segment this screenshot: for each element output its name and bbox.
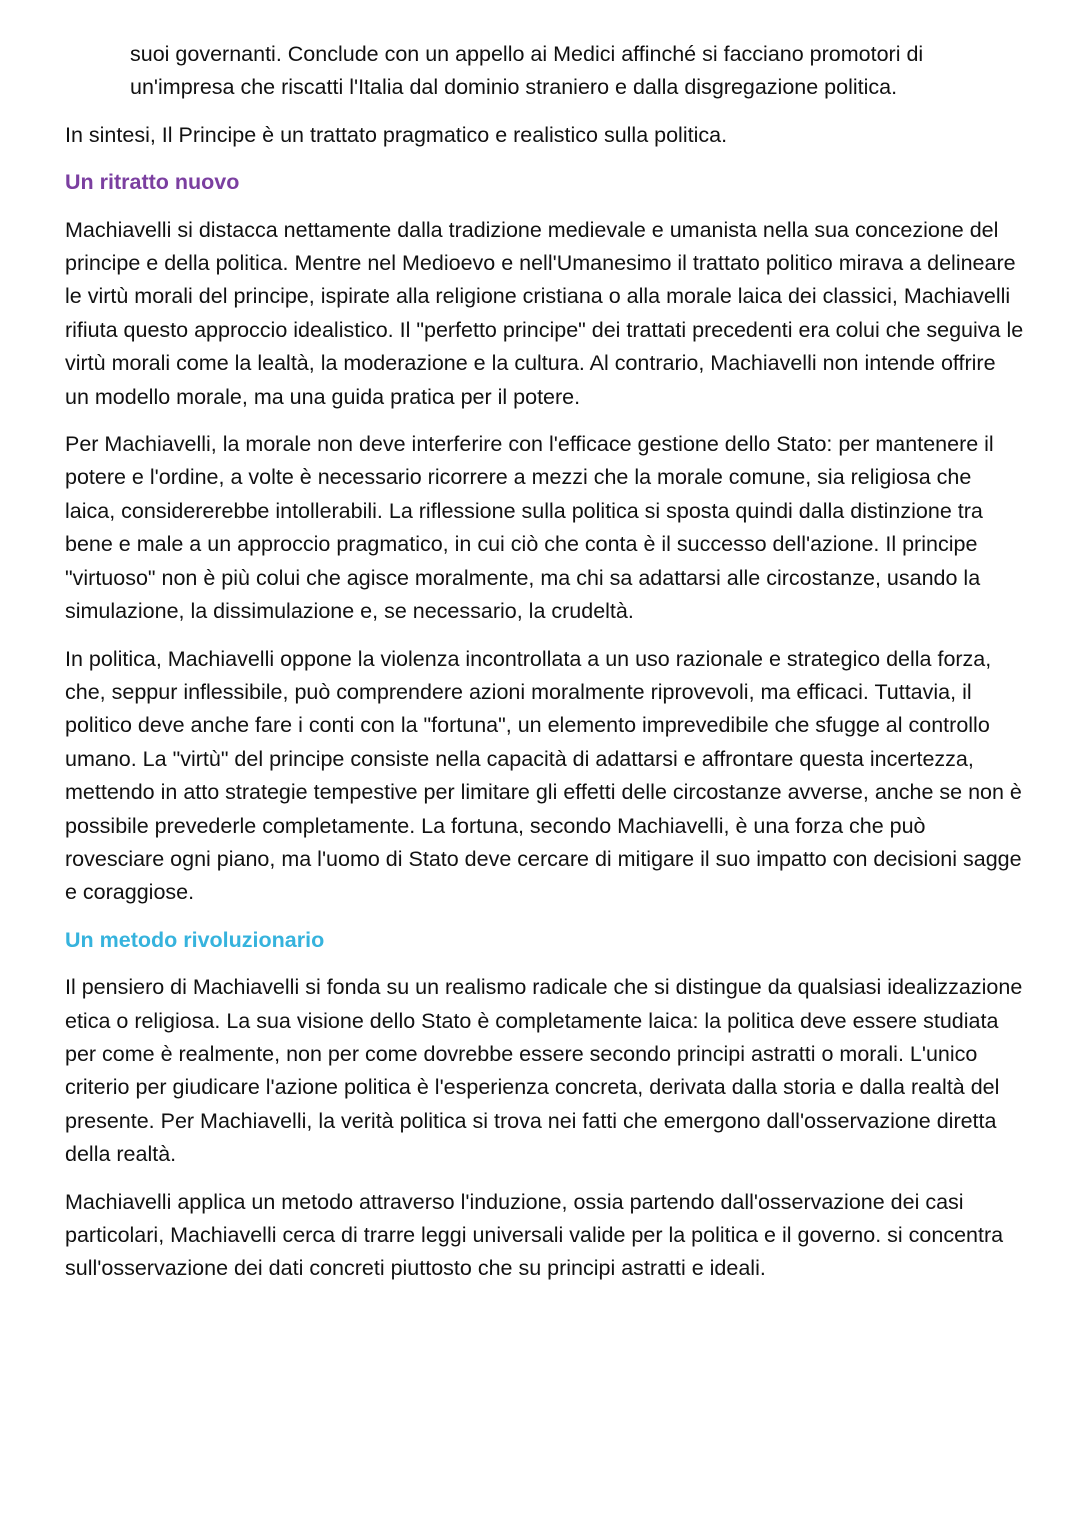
section-heading-metodo: Un metodo rivoluzionario [65, 927, 325, 952]
summary-paragraph: In sintesi, Il Principe è un trattato pragmatico e realistico sulla politica. [65, 122, 728, 147]
paragraph-ritratto-3: In politica, Machiavelli oppone la violenza incontrollata a un uso razionale e strategico della forza, che, seppur inflessibile, può comprendere azioni moralmente riprovevoli, ma efficaci. Tuttavia, il politico deve anche fare i conti con la "fortuna", un elemento imprevedibile che sfugge al controllo umano. La "virtù" del principe consiste nella capacità di adattarsi e affrontare questa incertezza, mettendo in atto strategie tempestive per limitare gli effetti delle circostanze avverse, anche se non è possibile prevederle completamente. La fortuna, secondo Machiavelli, è una forza che può rovesciare ogni piano, ma l'uomo di Stato deve cercare di mitigare il suo impatto con decisioni sagge e coraggiose. [65, 646, 1022, 905]
paragraph-ritratto-2: Per Machiavelli, la morale non deve interferire con l'efficace gestione dello Stato: per mantenere il potere e l'ordine, a volte è necessario ricorrere a mezzi che la morale comune, sia religiosa che laica, considererebbe intollerabili. La riflessione sulla politica si sposta quindi dalla distinzione tra bene e male a un approccio pragmatico, in cui ciò che conta è il successo dell'azione. Il principe "virtuoso" non è più colui che agisce moralmente, ma chi sa adattarsi alle circostanze, usando la simulazione, la dissimulazione e, se necessario, la crudeltà. [65, 432, 994, 624]
paragraph-metodo-2: Machiavelli applica un metodo attraverso l'induzione, ossia partendo dall'osservazione dei casi particolari, Machiavelli cerca di trarre leggi universali valide per la politica e il governo. si concentra sull'osservazione dei dati concreti piuttosto che su principi astratti e ideali. [65, 1189, 1004, 1281]
paragraph-metodo-1: Il pensiero di Machiavelli si fonda su un realismo radicale che si distingue da qualsiasi idealizzazione etica o religiosa. La sua visione dello Stato è completamente laica: la politica deve essere studiata per come è realmente, non per come dovrebbe essere secondo principi astratti o morali. L'unico criterio per giudicare l'azione politica è l'esperienza concreta, derivata dalla storia e dalla realtà del presente. Per Machiavelli, la verità politica si trova nei fatti che emergono dall'osservazione diretta della realtà. [65, 975, 1023, 1167]
paragraph-ritratto-1: Machiavelli si distacca nettamente dalla tradizione medievale e umanista nella sua concezione del principe e della politica. Mentre nel Medioevo e nell'Umanesimo il trattato politico mirava a delineare le virtù morali del principe, ispirate alla religione cristiana o alla morale laica dei classici, Machiavelli rifiuta questo approccio idealistico. Il "perfetto principe" dei trattati precedenti era colui che seguiva le virtù morali come la lealtà, la moderazione e la cultura. Al contrario, Machiavelli non intende offrire un modello morale, ma una guida pratica per il potere. [65, 217, 1024, 409]
intro-continuation: suoi governanti. Conclude con un appello ai Medici affinché si facciano promotori di un'impresa che riscatti l'Italia dal dominio straniero e dalla disgregazione politica. [130, 42, 924, 100]
document-page [65, 38, 1025, 1286]
section-heading-ritratto: Un ritratto nuovo [65, 170, 240, 195]
